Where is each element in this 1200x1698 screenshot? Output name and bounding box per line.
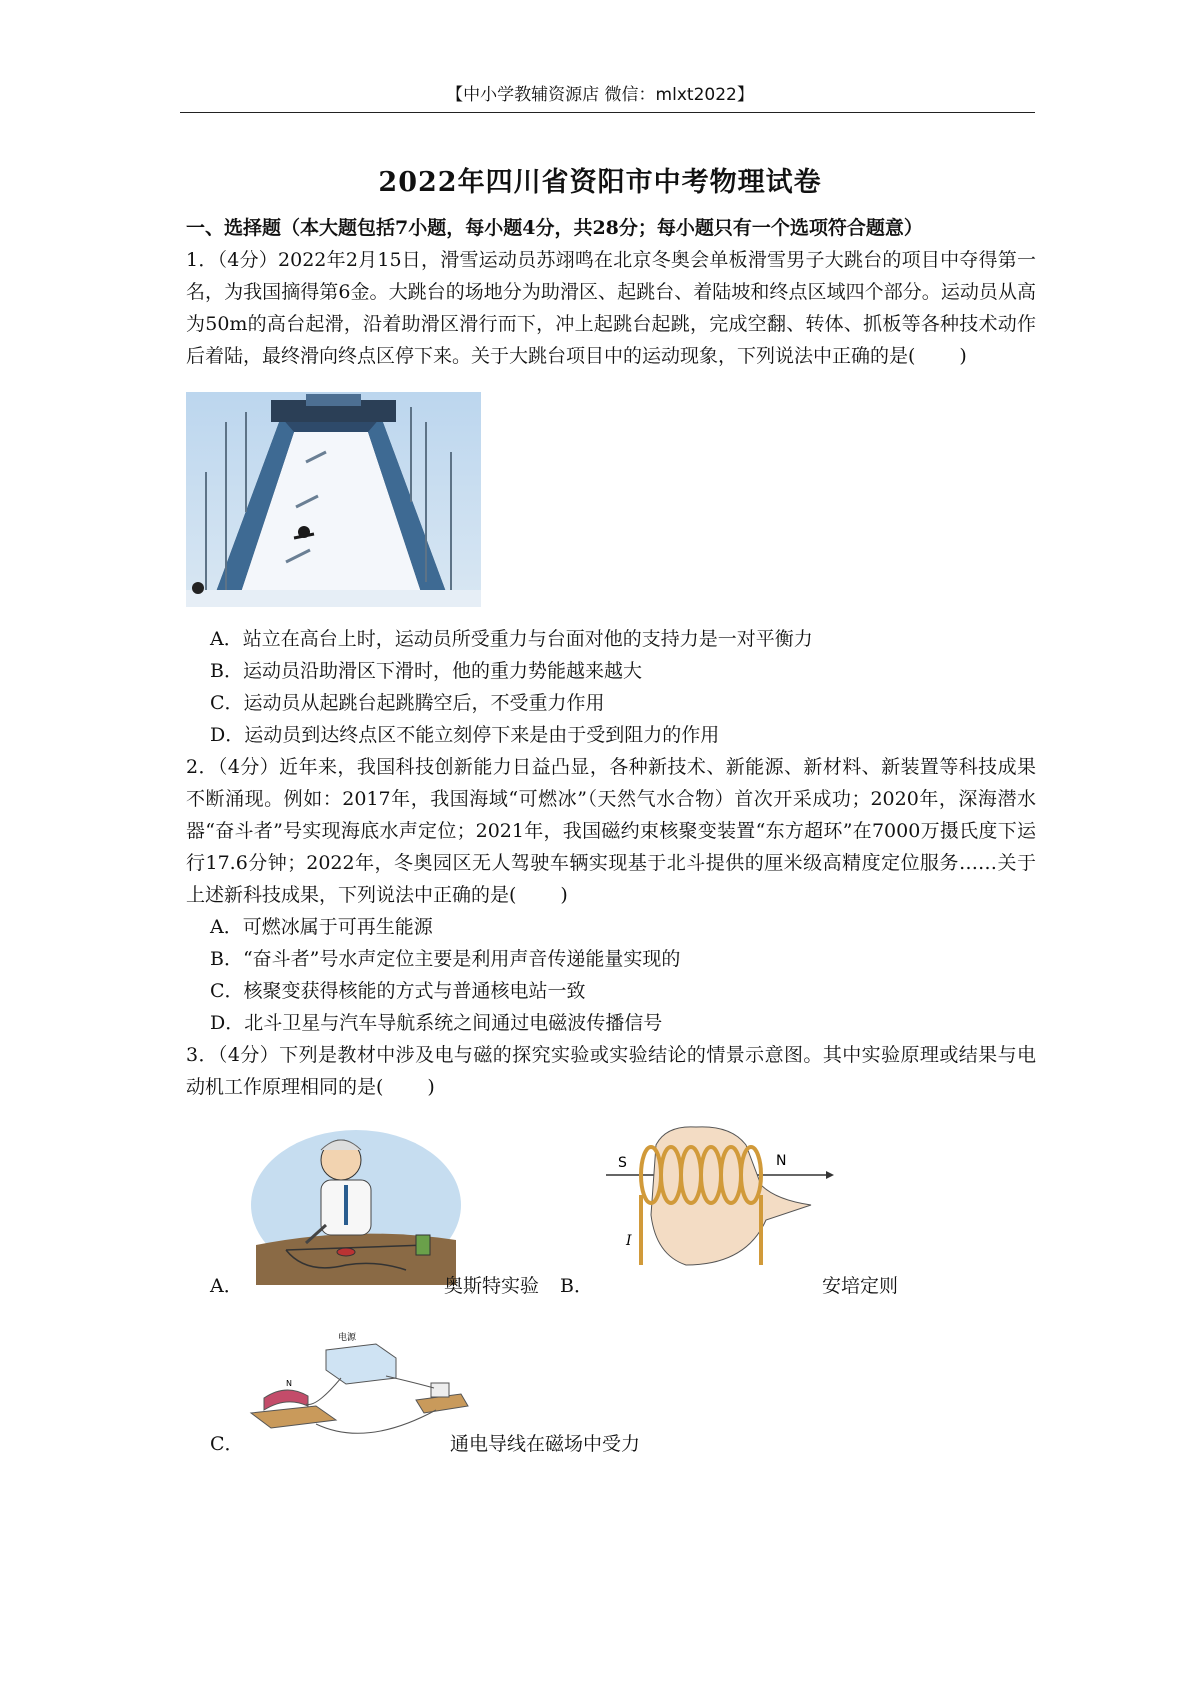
figure-c-letter: C． <box>210 1433 244 1455</box>
exam-content <box>186 212 1036 1478</box>
question-3-text: 3．（4分）下列是教材中涉及电与磁的探究实验或实验结论的情景示意图。其中实验原理或结果与电动机工作原理相同的是( <box>186 1044 1036 1098</box>
question-3-stem <box>186 1039 1036 1103</box>
question-3-figure-c <box>186 1328 1036 1478</box>
ampere-rule-figure <box>596 1115 836 1275</box>
question-1-option-b: B．运动员沿助滑区下滑时，他的重力势能越来越大 <box>210 660 642 682</box>
page-title: 2022年四川省资阳市中考物理试卷 <box>378 167 822 198</box>
question-2-stem <box>186 751 1036 911</box>
figure-a-letter: A． <box>210 1275 243 1297</box>
question-2-option-d: D．北斗卫星与汽车导航系统之间通过电磁波传播信号 <box>210 1012 663 1034</box>
question-3-paren-close: ) <box>427 1076 435 1098</box>
figure-b-letter: B． <box>560 1275 593 1297</box>
header-divider <box>180 112 1035 113</box>
oersted-experiment-figure <box>246 1125 461 1285</box>
label-s: S <box>618 1155 627 1171</box>
label-magnet-n: N <box>286 1379 292 1388</box>
question-2-option-c: C．核聚变获得核能的方式与普通核电站一致 <box>210 980 586 1002</box>
question-2-option-b: B．“奋斗者”号水声定位主要是利用声音传递能量实现的 <box>210 948 681 970</box>
header-source-note: 【中小学教辅资源店 微信：mlxt2022】 <box>446 85 754 105</box>
question-1-text: 1．（4分）2022年2月15日，滑雪运动员苏翊鸣在北京冬奥会单板滑雪男子大跳台的项目中夺得第一名，为我国摘得第6金。大跳台的场地分为助滑区、起跳台、着陆坡和终点区域四个部分。运动员从高为50m的高台起滑，沿着助滑区滑行而下，冲上起跳台起跳，完成空翻、转体、抓板等各种技术动作后着陆，最终滑向终点区停下来。关于大跳台项目中的运动现象，下列说法中正确的是( <box>186 249 1036 367</box>
question-3-figures-ab <box>186 1115 1036 1310</box>
ski-jump-photo <box>186 392 481 607</box>
figure-a-caption: 奥斯特实验 <box>444 1275 540 1297</box>
label-i: I <box>626 1233 632 1249</box>
question-1-paren-close: ) <box>959 345 967 367</box>
question-1-stem <box>186 244 1036 372</box>
label-power-source: 电源 <box>338 1333 357 1343</box>
question-2-option-a: A．可燃冰属于可再生能源 <box>210 916 433 938</box>
figure-c-caption: 通电导线在磁场中受力 <box>450 1433 641 1455</box>
question-2-text: 2．（4分）近年来，我国科技创新能力日益凸显，各种新技术、新能源、新材料、新装置等科技成果不断涌现。例如：2017年，我国海域“可燃冰”（天然气水合物）首次开采成功；2020年，深海潜水器“奋斗者”号实现海底水声定位；2021年，我国磁约束核聚变装置“东方超环”在7000万摄氏度下运行17.6分钟；2022年，冬奥园区无人驾驶车辆实现基于北斗提供的厘米级高精度定位服务……关于上述新科技成果，下列说法中正确的是( <box>186 756 1036 906</box>
question-1-option-c: C．运动员从起跳台起跳腾空后，不受重力作用 <box>210 692 605 714</box>
question-1-option-d: D．运动员到达终点区不能立刻停下来是由于受到阻力的作用 <box>210 724 720 746</box>
figure-b-caption: 安培定则 <box>822 1275 899 1297</box>
question-2-paren-close: ) <box>560 884 568 906</box>
force-on-wire-figure <box>246 1328 471 1458</box>
section-heading: 一、选择题（本大题包括7小题，每小题4分，共28分；每小题只有一个选项符合题意） <box>186 217 923 239</box>
question-1-option-a: A．站立在高台上时，运动员所受重力与台面对他的支持力是一对平衡力 <box>210 628 813 650</box>
label-n: N <box>776 1153 787 1169</box>
